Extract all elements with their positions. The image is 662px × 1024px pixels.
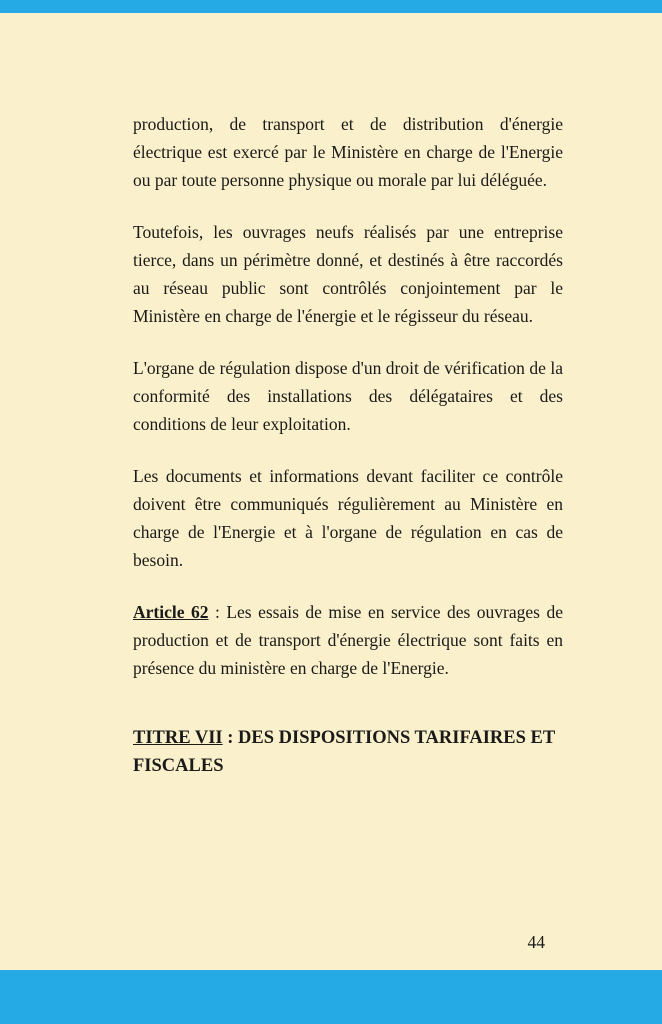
article-62-label: Article 62 bbox=[133, 602, 209, 622]
article-62-text: : Les essais de mise en service des ouvrages de production et de transport d'énergie électrique sont faits en présence du ministère en charge de l'Energie. bbox=[133, 602, 563, 678]
bottom-border-bar bbox=[0, 970, 662, 1024]
paragraph-organe-regulation: L'organe de régulation dispose d'un droit de vérification de la conformité des installations des délégataires et des conditions de leur exploitation. bbox=[133, 358, 563, 434]
titre-vii-label: TITRE VII bbox=[133, 728, 223, 748]
titre-vii-text: : DES DISPOSITIONS TARIFAIRES ET FISCALES bbox=[133, 728, 555, 776]
paragraph-toutefois: Toutefois, les ouvrages neufs réalisés par une entreprise tierce, dans un périmètre donné, et destinés à être raccordés au réseau public sont contrôlés conjointement par le Ministère en charge de l'énergie et le régisseur du réseau. bbox=[133, 222, 563, 326]
paragraph-documents-informations: Les documents et informations devant faciliter ce contrôle doivent être communiqués régulièrement au Ministère en charge de l'Energie et à l'organe de régulation en cas de besoin. bbox=[133, 466, 563, 570]
page-number: 44 bbox=[527, 932, 545, 952]
paragraph-article-62 bbox=[133, 598, 563, 682]
titre-vii-heading bbox=[133, 724, 563, 780]
paragraph-production: production, de transport et de distribution d'énergie électrique est exercé par le Ministère en charge de l'Energie ou par toute personne physique ou morale par lui déléguée. bbox=[133, 114, 563, 190]
